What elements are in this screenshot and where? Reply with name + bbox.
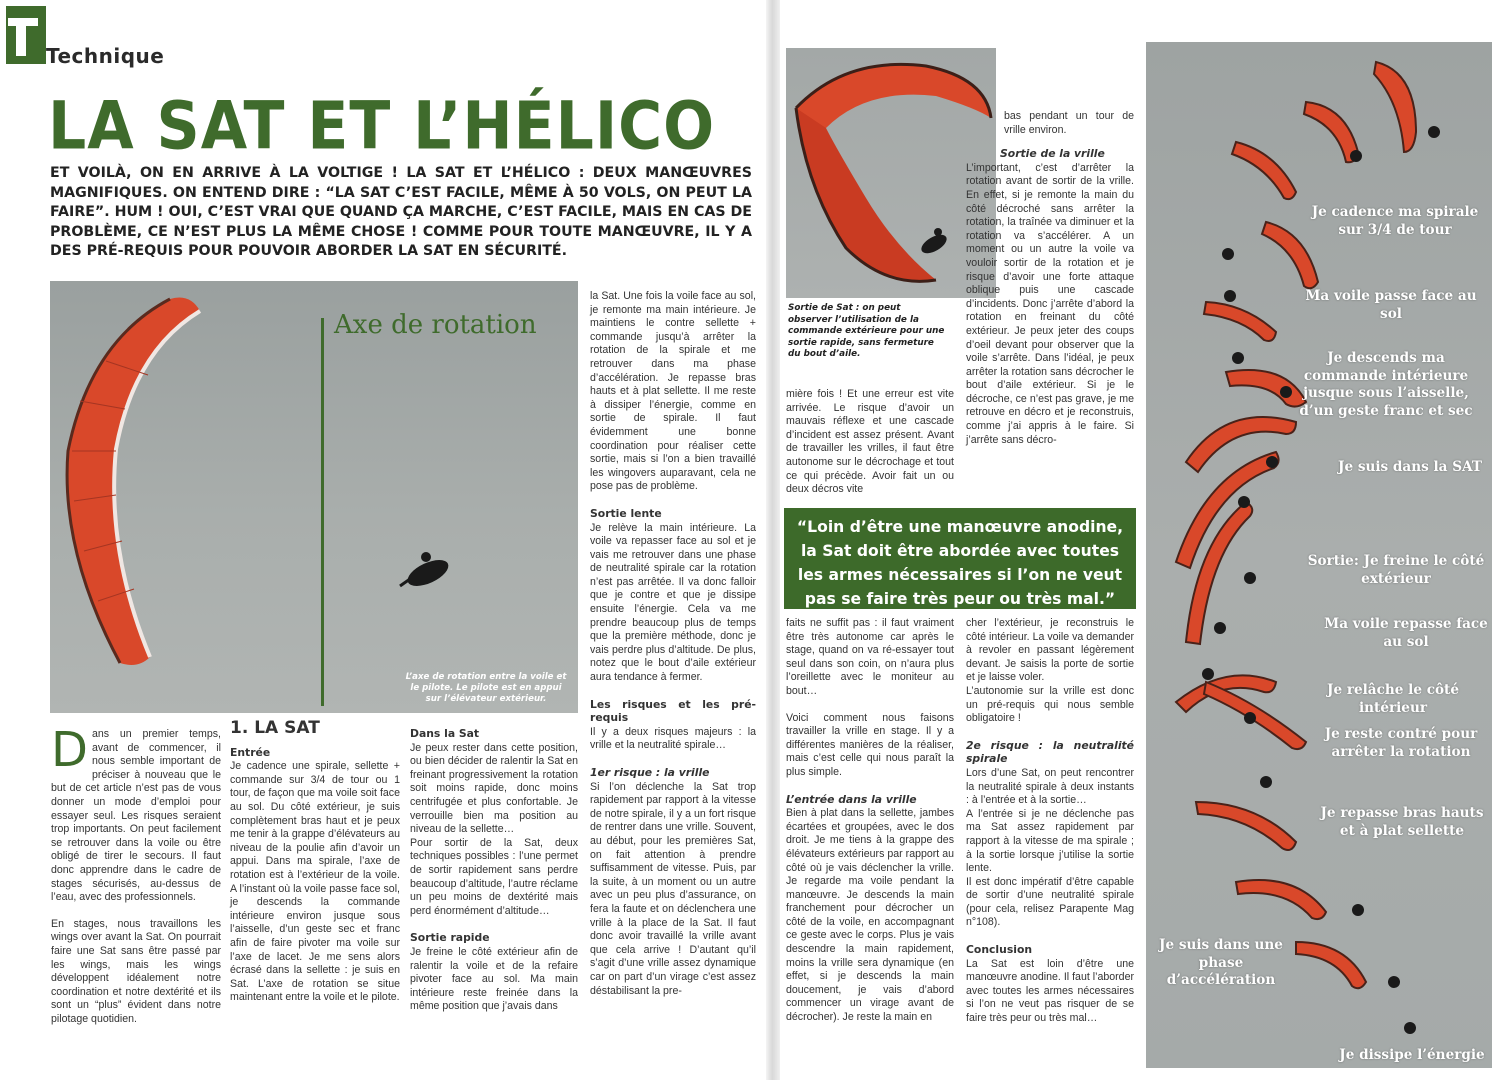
sequence-step-1: Je cadence ma spirale sur 3/4 de tour <box>1311 204 1479 238</box>
subheading: Entrée <box>230 745 271 759</box>
column-3 <box>410 725 578 1027</box>
subheading: Sortie de la vrille <box>1000 147 1105 161</box>
sequence-step-4: Je suis dans la SAT <box>1338 459 1482 475</box>
column-5-top <box>786 388 954 510</box>
paragraph: L’autonomie sur la vrille est donc un pré-requis qui nous semble obligatoire ! <box>966 684 1134 725</box>
sequence-step-2: Ma voile passe face au sol <box>1305 288 1477 322</box>
paragraph: Lors d’une Sat, on peut rencontrer la neutralité spirale à deux instants : à l’entrée et à la sortie… <box>966 766 1134 807</box>
paragraph: mière fois ! Et une erreur est vite arrivée. Le risque d’avoir un mauvais réflexe et une cascade d’incident est assez présent. Avant de travailler les vrilles, il faut être autonome sur le décrochage et tout ce qui précède. Avoir fait un ou deux décros vite <box>786 388 954 496</box>
paraglider-wing-illustration <box>50 281 578 713</box>
subheading: 2e risque : la neutralité spirale <box>966 738 1134 766</box>
sequence-step-10: Je suis dans une phase d’accélération <box>1159 937 1283 988</box>
rotation-axis-line <box>321 318 324 706</box>
article-intro: ET VOILÀ, ON EN ARRIVE À LA VOLTIGE ! LA SAT ET L’HÉLICO : DEUX MANŒUVRES MAGNIFIQUES. ON ENTEND DIRE : “LA SAT C’EST FACILE, MÊME À 50 VOLS, ON PEUT LA FAIRE”. HUM ! OUI, C’EST VRAI QUE QUAND ÇA MARCHE, C’EST FACILE, MAIS EN CAS DE PROBLÈME, CE N’EST PLUS LA MÊME CHOSE ! COMME POUR TOUTE MANŒUVRE, IL Y A DES PRÉ-REQUIS POUR POUVOIR ABORDER LA SAT EN SÉCURITÉ. <box>50 165 752 259</box>
paragraph: Bien à plat dans la sellette, jambes écartées et groupées, avec le dos droit. Je me tiens à la grappe des élévateurs extérieurs par rapport au côté où je vais déclencher la vrille. Je regarde ma voile pendant la manœuvre. Je descends la main franchement pour décrocher un côté de la voile, en accompagnant ce geste avec le corps. Plus je vais descendre la main rapidement, moins la vrille sera dynamique (en effet, si je descends la main doucement, je vais d’abord commencer un virage avant de décrocher). Je reste la main en <box>786 807 954 1024</box>
sequence-step-8: Je reste contré pour arrêter la rotation <box>1324 726 1478 760</box>
photo-main-caption: L’axe de rotation entre la voile et le pilote. Le pilote est en appui sur l’élévateur extérieur. <box>405 672 567 704</box>
sequence-step-5: Sortie: Je freine le côté extérieur <box>1307 553 1485 587</box>
sequence-step-9: Je repasse bras hauts et à plat sellette <box>1320 805 1484 839</box>
paragraph: bas pendant un tour de vrille environ. <box>1004 110 1134 136</box>
column-5-bottom <box>786 617 954 1038</box>
subheading: Conclusion <box>966 943 1033 957</box>
photo-sat-exit <box>786 48 996 298</box>
paragraph: Je relève la main intérieure. La voile va repasser face au sol et je vais me retrouver dans une phase de neutralité spirale car la rotation n’est pas arrêtée. Il va donc falloir que je contre et que je dissipe ensuite l’énergie. Cela va me prendre beaucoup plus de temps que la première méthode, donc je vais perdre plus d’altitude. De plus, notez que le bout d’aile extérieur aura tendance à fermer. <box>590 521 756 684</box>
paragraph: Je cadence une spirale, sellette + commande sur 3/4 de tour ou 1 tour, de façon que ma voile soit face au sol. Du côté extérieur, je suis complètement bras haut et je peux me tenir à la grappe d’élévateurs au niveau de la poulie afin d’avoir un appui. Dans ma spirale, l’axe de rotation est à l’extérieur de la voile. A l’instant où la voile passe face sol, je descends la commande intérieure environ jusque sous l’aisselle, d’un geste sec et franc afin de faire pivoter ma voile sur l’axe de lacet. Je me sens alors écrasé dans la sellette : je suis en Sat. L’axe de rotation se situe maintenant entre la voile et le pilote. <box>230 760 400 1004</box>
paragraph: cher l’extérieur, je reconstruis le côté intérieur. La voile va demander à revoler en passant légèrement devant. Je saisis la porte de sortie et je laisse voler. <box>966 617 1134 684</box>
sequence-step-6: Ma voile repasse face au sol <box>1324 616 1488 650</box>
paragraph: Si l’on déclenche la Sat trop rapidement par rapport à la vitesse de notre spirale, il y a un fort risque de rentrer dans une vrille. Souvent, au début, pour les premières Sat, on fait attention à prendre suffisamment de vitesse. Puis, par la suite, à un moment ou un autre avec un peu plus d’assurance, on fera la faute et on déclenchera une vrille à la place de la Sat. Il faut donc avoir travaillé la vrille avant que cela arrive ! D’autant qu’il s’agit d’une vrille assez dynamique car on part d’un virage c’est assez déstabilisant la pre- <box>590 780 756 997</box>
section-label: Technique <box>46 44 165 68</box>
intro-paragraph: Dans un premier temps, avant de commencer, il nous semble important de préciser à nouveau que le but de cet article n’est pas de vous donner un mode d’emploi pour essayer seul. Les risques seraient trop importants. On peut facilement se retrouver dans la voile ou être obligé de tirer le secours. Il faut donc apprendre dans le cadre de stages sécurisés, au-dessus de l’eau, avec des professionnels. <box>51 722 221 904</box>
subheading: Sortie lente <box>590 506 662 520</box>
page-gutter <box>766 0 780 1080</box>
subheading: 1er risque : la vrille <box>590 766 710 779</box>
column-1 <box>51 722 221 1039</box>
article-title: LA SAT ET L’HÉLICO <box>48 88 716 165</box>
pull-quote: “Loin d’être une manœuvre anodine, la Sat doit être abordée avec toutes les armes nécessaires si l’on ne veut pas se faire très peur ou très mal.” <box>784 508 1136 609</box>
sequence-step-11: Je dissipe l’énergie <box>1339 1047 1485 1063</box>
subheading: Dans la Sat <box>410 727 480 740</box>
sequence-step-3: Je descends ma commande intérieure jusque sous l’aisselle, d’un geste franc et sec <box>1299 350 1473 419</box>
rotation-axis-label: Axe de rotation <box>334 310 537 340</box>
paragraph: Je freine le côté extérieur afin de ralentir la voile et de la refaire pivoter face au sol. Ma main intérieure reste freinée dans la même position que j’avais dans <box>410 945 578 1013</box>
column-6-bottom <box>966 617 1134 1039</box>
paragraph: L’important, c’est d’arrêter la rotation avant de sortir de la vrille. En effet, si je remonte la main du côté décroché sans arrêter la rotation, la traînée va diminuer et la rotation va s’accélérer. A un moment ou un autre la voile va vouloir sortir de la rotation et je risque d’avoir une forte attaque oblique puis une cascade d’incidents. Donc j’arrête d’abord la rotation en freinant du côté extérieur. Je peux jeter des coups d’oeil devant pour observer que la voile s’arrête. Dans l’idéal, je peux arrêter la rotation sans décrocher le bout d’aile extérieur. Si je le décroche, ce n’est pas grave, je me retrouve en décro et je reconstruis, comme j’ai appris à le faire. Si j’arrête sans décro- <box>966 161 1134 446</box>
column-2 <box>230 720 400 1018</box>
paraglider-exit-illustration <box>786 48 996 298</box>
subheading: Sortie rapide <box>410 931 490 945</box>
paragraph: la Sat. Une fois la voile face au sol, je remonte ma main intérieure. Je maintiens le contre sellette + commande jusqu’à arrêter la rotation de la spirale et me retrouver dans ma phase d’accélération. Je repasse bras hauts et à plat sellette. Il me reste à dissiper l’énergie, comme en sortie de spirale. Il faut évidemment une bonne coordination pour réaliser cette sortie, mais si l’on a bien travaillé les wingovers auparavant, cela ne pose pas de problème. <box>590 290 756 493</box>
paragraph: Il y a deux risques majeurs : la vrille et la neutralité spirale… <box>590 725 756 752</box>
drop-cap: D <box>51 722 88 778</box>
column-4 <box>590 290 756 1011</box>
paragraph: Il est donc impératif d’être capable de sortir d’une neutralité spirale (pour cela, relisez Parapente Mag n°108). <box>966 875 1134 929</box>
column-6-top <box>966 110 1134 460</box>
section-heading: 1. LA SAT <box>230 718 320 738</box>
subheading: L’entrée dans la vrille <box>786 792 917 806</box>
paragraph: Voici comment nous faisons travailler la vrille en stage. Il y a différentes manières de la réaliser, mais c’est celle qui nous paraît la plus simple. <box>786 711 954 778</box>
paragraph: La Sat est loin d’être une manœuvre anodine. Il faut l’aborder avec toutes les armes nécessaires si l’on ne veut pas risquer de se faire très peur ou très mal… <box>966 957 1134 1025</box>
photo-top-caption: Sortie de Sat : on peut observer l’utilisation de la commande extérieure pour une sortie rapide, sans fermeture du bout d’aile. <box>788 303 945 360</box>
paragraph: faits ne suffit pas : il faut vraiment être très autonome car après le stage, quand on va ré-essayer tout seul dans son coin, on n’aura plus l’oreillette avec le moniteur au bout… <box>786 617 954 697</box>
paragraph: Pour sortir de la Sat, deux techniques possibles : l’une permet de sortir rapidement sans perdre beaucoup d’altitude, l’autre réclame un peu moins de dextérité mais perd énormément d’altitude… <box>410 836 578 917</box>
paragraph: En stages, nous travaillons les wings over avant la Sat. On pourrait faire une Sat sans être passé par les wings, mais les wings développent idéalement notre coordination et notre dextérité et ils sont un “plus” évident dans notre pilotage quotidien. <box>51 917 221 1025</box>
paragraph: Je peux rester dans cette position, ou bien décider de ralentir la Sat en freinant progressivement la rotation soit moins rapide, donc moins centrifugée et plus confortable. Je verrouille bien ma position au niveau de la sellette… <box>410 741 578 836</box>
paragraph: A l’entrée si je ne déclenche pas ma Sat assez rapidement par rapport à la vitesse de ma spirale ; à la sortie lorsque j’utilise la sortie lente. <box>966 807 1134 875</box>
subheading: Les risques et les pré-requis <box>590 697 756 725</box>
section-logo <box>6 6 46 64</box>
photo-sat-axis <box>50 281 578 713</box>
sequence-step-7: Je relâche le côté intérieur <box>1327 682 1459 716</box>
